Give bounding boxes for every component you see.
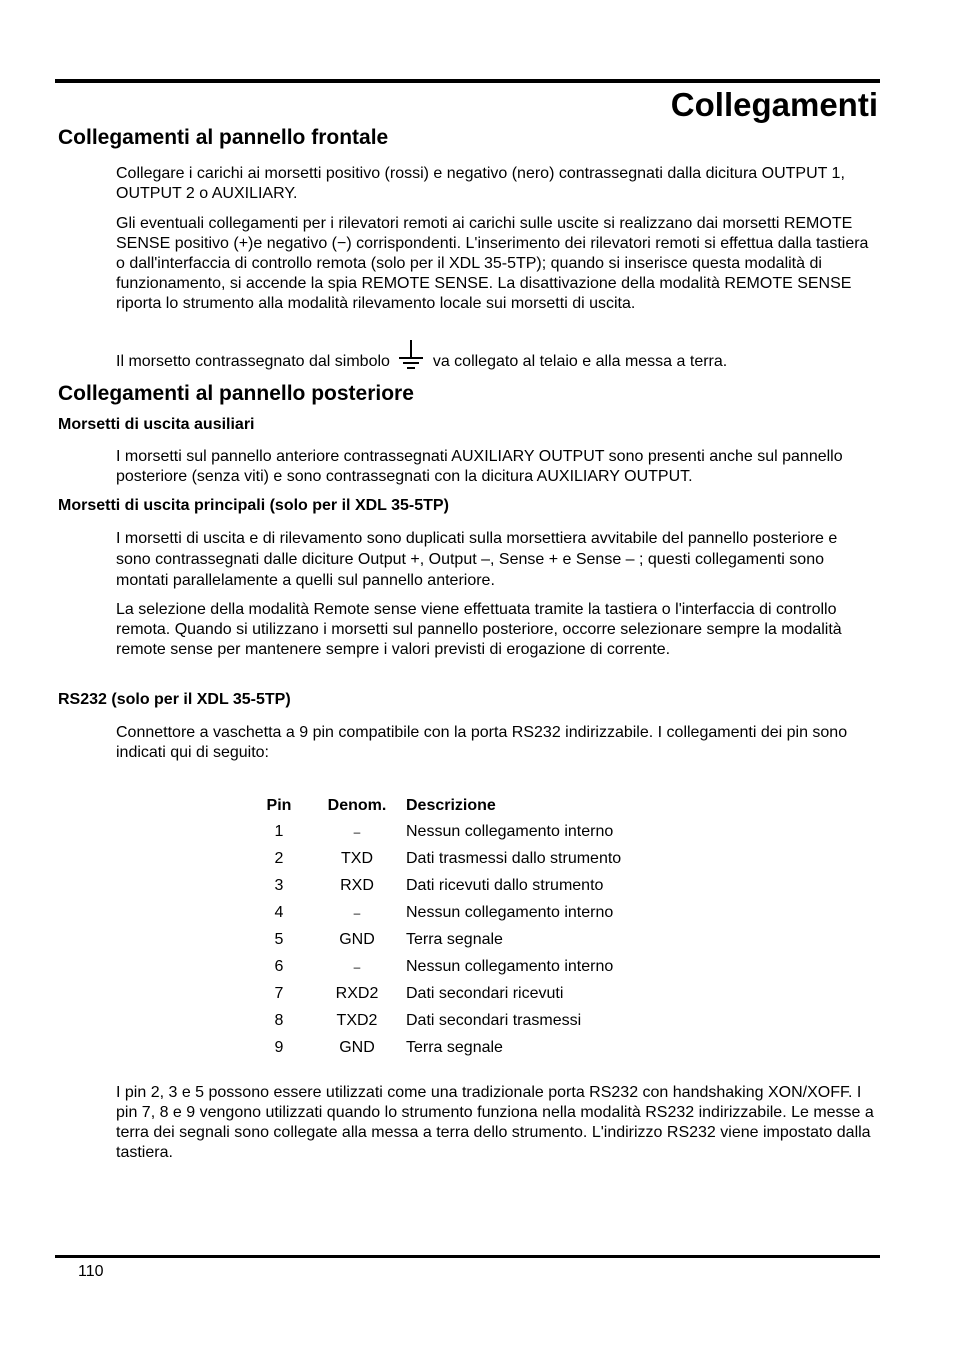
table-row: [250, 926, 666, 953]
cell-pin: 3: [274, 876, 284, 894]
ground-text-after: va collegato al telaio e alla messa a terra.: [432, 353, 728, 370]
aux-terminals-text: I morsetti sul pannello anteriore contrassegnati AUXILIARY OUTPUT sono presenti anche sul pannello posteriore (senza viti) e sono contrassegnati con la dicitura AUXILIARY OUTPUT.: [116, 448, 843, 485]
rs232-intro: Connettore a vaschetta a 9 pin compatibile con la porta RS232 indirizzabile. I collegamenti dei pin sono indicati qui di seguito:: [116, 724, 848, 761]
aux-terminals-heading: Morsetti di uscita ausiliari: [58, 416, 255, 433]
cell-denom: –: [353, 905, 361, 920]
table-row: [250, 818, 666, 845]
cell-denom: RXD2: [335, 984, 379, 1002]
cell-pin: 5: [274, 930, 284, 948]
cell-description: Dati secondari ricevuti: [406, 984, 564, 1002]
cell-description: Dati trasmessi dallo strumento: [406, 849, 622, 867]
page-number: 110: [78, 1263, 104, 1280]
page-title: Collegamenti: [670, 86, 878, 123]
table-row: [250, 845, 666, 872]
cell-pin: 2: [274, 849, 284, 867]
front-panel-paragraph-1: Collegare i carichi ai morsetti positivo (rossi) e negativo (nero) contrassegnati dalla dicitura OUTPUT 1, OUTPUT 2 o AUXILIARY.: [116, 165, 845, 202]
table-row: [250, 1007, 666, 1034]
cell-description: Nessun collegamento interno: [406, 957, 614, 975]
header-description: Descrizione: [406, 797, 496, 814]
cell-denom: TXD2: [336, 1011, 378, 1029]
front-panel-paragraph-2: Gli eventuali collegamenti per i rilevatori remoti ai carichi sulle uscite si realizzano dai morsetti REMOTE SENSE positivo (+)e negativo (−) corrispondenti. L'inserimento dei rilevatori remoti si effettua dalla tastiera o dall'interfaccia di controllo remota (solo per il XDL 35-5TP); quando si inserisce questa modalità di funzionamento, si accende la spia REMOTE SENSE. La disattivazione della modalità REMOTE SENSE riporta lo strumento alla modalità rilevamento locale sui morsetti di uscita.: [116, 215, 869, 312]
cell-denom: –: [353, 959, 361, 974]
bottom-rule: [55, 1255, 880, 1258]
main-terminals-paragraph-2: La selezione della modalità Remote sense viene effettuata tramite la tastiera o l'interfaccia di controllo remota. Quando si utilizzano i morsetti sul pannello posteriore, occorre selezionare sempre la modalità remote sense per mantenere sempre i valori previsti di erogazione di corrente.: [116, 601, 842, 658]
table-row: [250, 953, 666, 980]
earth-ground-icon: [396, 338, 426, 372]
table-row: [250, 899, 666, 926]
cell-pin: 8: [274, 1011, 284, 1029]
header-denom: Denom.: [327, 797, 387, 814]
cell-description: Nessun collegamento interno: [406, 903, 614, 921]
cell-denom: GND: [339, 930, 375, 948]
table-row: [250, 1034, 666, 1061]
top-rule: [55, 79, 880, 83]
cell-description: Terra segnale: [406, 930, 503, 948]
cell-denom: GND: [339, 1038, 375, 1056]
cell-description: Dati secondari trasmessi: [406, 1011, 582, 1029]
cell-pin: 7: [274, 984, 284, 1002]
cell-description: Terra segnale: [406, 1038, 503, 1056]
cell-pin: 6: [274, 957, 284, 975]
table-header-row: [250, 794, 666, 818]
front-panel-heading: Collegamenti al pannello frontale: [58, 126, 389, 149]
cell-denom: –: [353, 824, 361, 839]
cell-pin: 4: [274, 903, 284, 921]
cell-description: Nessun collegamento interno: [406, 822, 614, 840]
main-terminals-paragraph-1: I morsetti di uscita e di rilevamento sono duplicati sulla morsettiera avvitabile del pannello posteriore e sono contrassegnati dalle diciture Output +, Output –, Sense + e Sense – ; questi collegamenti sono montati parallelamente a quelli sul pannello anteriore.: [116, 530, 838, 589]
header-pin: Pin: [266, 797, 292, 814]
table-row: [250, 980, 666, 1007]
cell-pin: 9: [274, 1038, 284, 1056]
cell-pin: 1: [274, 822, 284, 840]
rs232-outro: I pin 2, 3 e 5 possono essere utilizzati come una tradizionale porta RS232 con handshaking XON/XOFF. I pin 7, 8 e 9 vengono utilizzati quando lo strumento funziona nella modalità RS232 indirizzabile. Le messe a terra dei segnali sono collegate alla messa a terra dello strumento. L'indirizzo RS232 viene impostato dalla tastiera.: [116, 1084, 874, 1161]
cell-denom: TXD: [341, 849, 373, 867]
rs232-pin-table: [250, 794, 666, 1061]
rs232-heading: RS232 (solo per il XDL 35-5TP): [58, 691, 291, 708]
ground-text-before: Il morsetto contrassegnato dal simbolo: [116, 353, 390, 370]
cell-description: Dati ricevuti dallo strumento: [406, 876, 604, 894]
rear-panel-heading: Collegamenti al pannello posteriore: [58, 382, 414, 405]
table-row: [250, 872, 666, 899]
main-terminals-heading: Morsetti di uscita principali (solo per il XDL 35-5TP): [58, 497, 449, 514]
ground-paragraph: [116, 338, 876, 379]
cell-denom: RXD: [340, 876, 374, 894]
